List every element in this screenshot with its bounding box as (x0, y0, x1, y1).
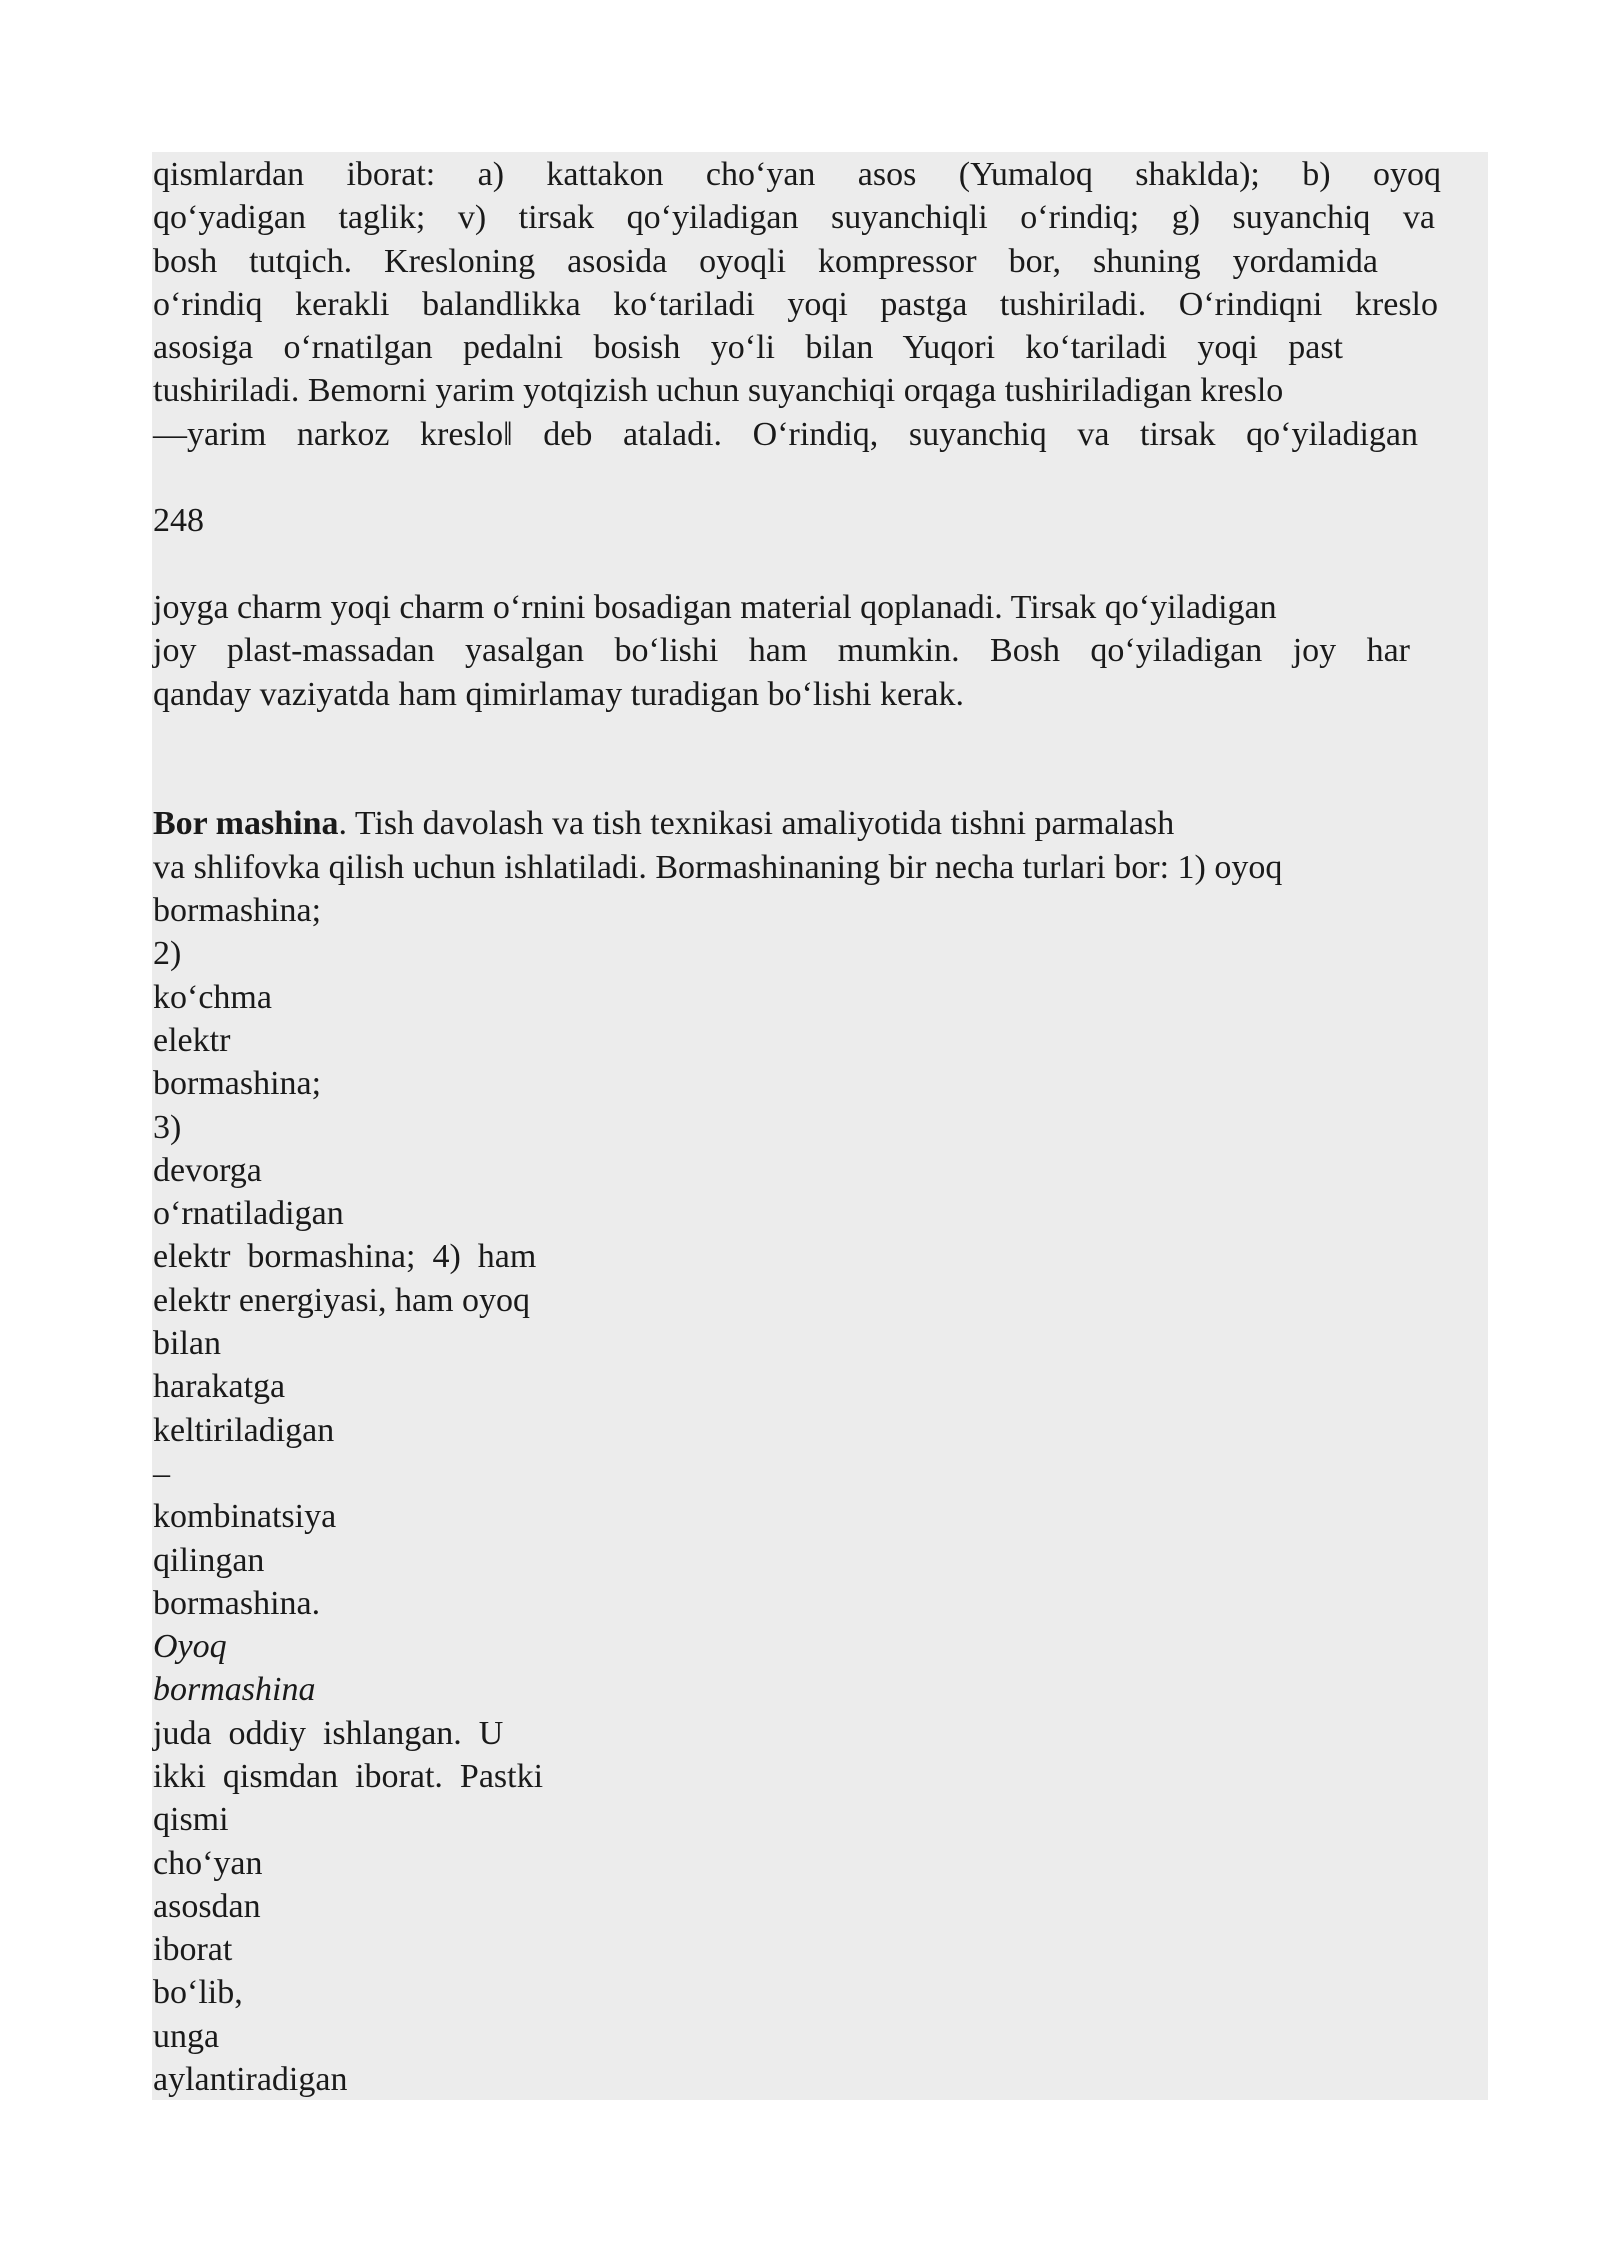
spacer (153, 543, 1453, 586)
text-line: elektr (153, 1021, 231, 1059)
section-heading: Bor mashina (153, 805, 339, 843)
spacer (153, 716, 1453, 759)
italic-term-line: Oyoq (153, 1628, 227, 1666)
text-line: asosiga o‘rnatilgan pedalni bosish yo‘li bilan Yuqori ko‘tariladi yoqi past (153, 329, 1343, 367)
text-line: harakatga (153, 1368, 286, 1406)
text-line: unga (153, 2017, 220, 2055)
text-line: 2) (153, 935, 182, 973)
text-line: bormashina; (153, 1065, 322, 1103)
text-line: tushiriladi. Bemorni yarim yotqizish uchun suyanchiqi orqaga tushiriladigan kreslo (153, 372, 1284, 410)
italic-term-line: bormashina (153, 1671, 316, 1709)
text-line: bosh tutqich. Kresloning asosida oyoqli kompressor bor, shuning yordamida (153, 242, 1378, 280)
text-line: joy plast-massadan yasalgan bo‘lishi ham mumkin. Bosh qo‘yiladigan joy har (153, 632, 1410, 670)
section-bor-mashina (153, 802, 1453, 2101)
text-line: asosdan (153, 1887, 261, 1925)
spacer (153, 759, 1453, 802)
text-line: o‘rindiq kerakli balandlikka ko‘tariladi yoqi pastga tushiriladi. O‘rindiqni kreslo (153, 285, 1438, 323)
section-heading-continuation: . Tish davolash va tish texnikasi amaliyotida tishni parmalash (338, 805, 1175, 843)
text-line: bo‘lib, (153, 1974, 243, 2012)
text-line: elektr energiyasi, ham oyoq (153, 1281, 531, 1319)
text-line: elektr bormashina; 4) ham (153, 1238, 537, 1276)
text-line: qanday vaziyatda ham qimirlamay turadigan bo‘lishi kerak. (153, 675, 965, 713)
text-line: aylantiradigan (153, 2061, 348, 2099)
paragraph-chair-material (153, 586, 1453, 716)
text-line: qo‘yadigan taglik; v) tirsak qo‘yiladigan suyanchiqli o‘rindiq; g) suyanchiq va (153, 199, 1435, 237)
text-line: —yarim narkoz kreslo‖ deb ataladi. O‘rindiq, suyanchiq va tirsak qo‘yiladigan (153, 415, 1418, 453)
text-line: qismlardan iborat: a) kattakon cho‘yan asos (Yumaloq shaklda); b) oyoq (153, 156, 1441, 193)
text-line: bilan (153, 1325, 221, 1363)
text-line: kombinatsiya (153, 1498, 337, 1536)
paragraph-chair-description (153, 153, 1453, 456)
spacer (153, 456, 1453, 499)
text-line: iborat (153, 1931, 233, 1969)
text-line: va shlifovka qilish uchun ishlatiladi. Bormashinaning bir necha turlari bor: 1) oyoq (153, 848, 1283, 886)
text-line: – (153, 1454, 170, 1492)
text-line: juda oddiy ishlangan. U (153, 1714, 504, 1752)
text-line: o‘rnatiladigan (153, 1195, 344, 1233)
text-line: joyga charm yoqi charm o‘rnini bosadigan material qoplanadi. Tirsak qo‘yiladigan (153, 588, 1277, 626)
text-line: qilingan (153, 1541, 265, 1579)
page-number: 248 (153, 502, 204, 540)
text-line: bormashina. (153, 1584, 321, 1622)
document-body (153, 153, 1453, 2101)
section-heading-line (153, 802, 1453, 845)
text-line: keltiriladigan (153, 1411, 335, 1449)
text-line: qismi (153, 1801, 229, 1839)
text-line: cho‘yan (153, 1844, 263, 1882)
text-line: ko‘chma (153, 978, 272, 1016)
text-line: 3) (153, 1108, 182, 1146)
text-line: devorga (153, 1151, 262, 1189)
text-line: ikki qismdan iborat. Pastki (153, 1757, 544, 1795)
text-line: bormashina; (153, 892, 322, 930)
